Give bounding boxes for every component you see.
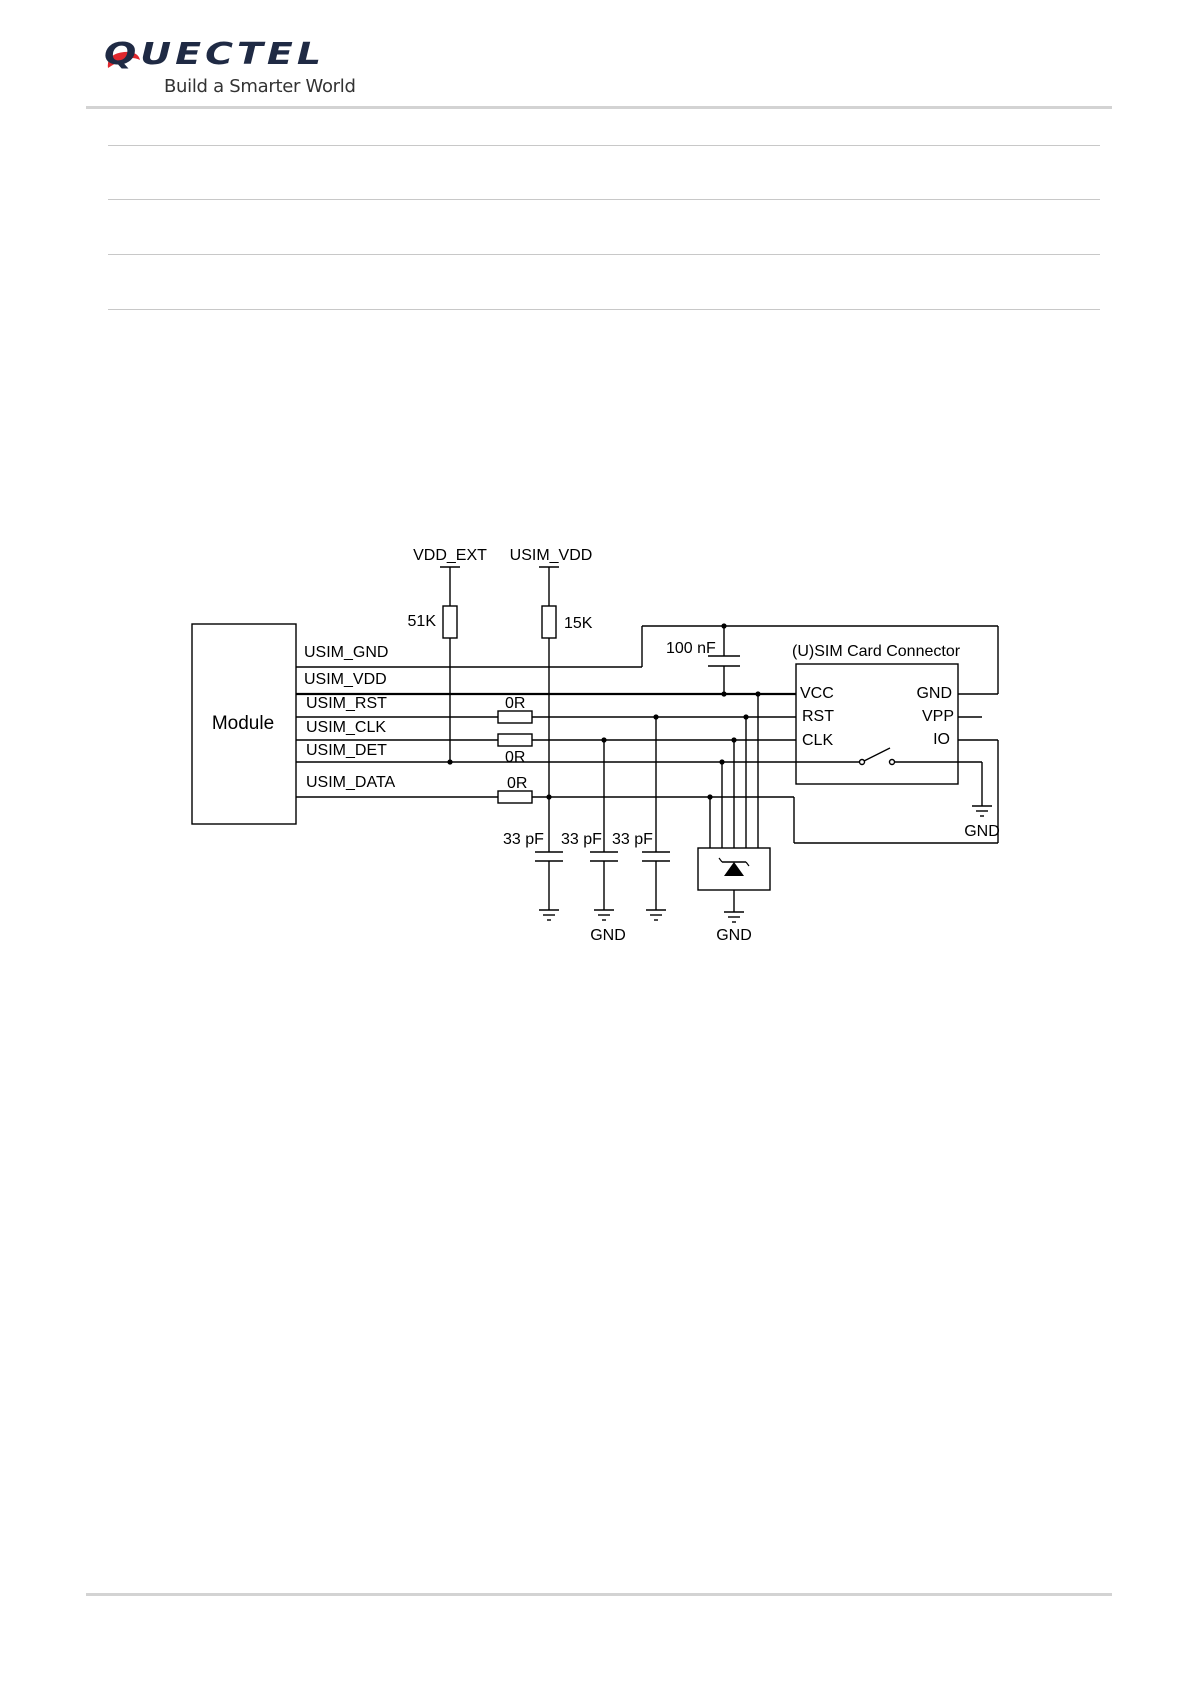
pin-io-label: IO: [933, 731, 950, 748]
pin-usim-det-label: USIM_DET: [306, 742, 387, 759]
footer-divider: [86, 1593, 1112, 1596]
gnd-label-caps: GND: [590, 927, 626, 944]
logo-wordmark: QUECTEL: [104, 36, 326, 72]
resistor-rst-0r: [498, 711, 532, 723]
r-data-label: 0R: [507, 775, 528, 792]
r-51k-label: 51K: [407, 613, 436, 630]
pin-vpp-label: VPP: [921, 708, 954, 725]
pin-usim-gnd-label: USIM_GND: [304, 644, 389, 661]
connector-label: (U)SIM Card Connector: [792, 643, 961, 660]
resistor-clk-0r: [498, 734, 532, 746]
resistor-data-0r: [498, 791, 532, 803]
supply-vdd-ext-label: VDD_EXT: [413, 547, 487, 564]
cap-33pf-2-label: 33 pF: [561, 831, 602, 848]
pin-usim-rst-label: USIM_RST: [306, 695, 387, 712]
cap-33pf-1-label: 33 pF: [503, 831, 544, 848]
pin-vcc-label: VCC: [800, 685, 834, 702]
pin-rst-label: RST: [802, 708, 834, 725]
gnd-label-tvs: GND: [716, 927, 752, 944]
pin-gnd-label: GND: [916, 685, 952, 702]
pin-usim-clk-label: USIM_CLK: [306, 719, 387, 736]
r-clk-label: 0R: [505, 749, 526, 766]
r-rst-label: 0R: [505, 695, 526, 712]
logo-tagline: Build a Smarter World: [164, 76, 356, 97]
cap-100nf-label: 100 nF: [666, 640, 716, 657]
gnd-label-switch: GND: [964, 823, 1000, 840]
cap-33pf-3-label: 33 pF: [612, 831, 653, 848]
pin-usim-vdd-label: USIM_VDD: [304, 671, 387, 688]
pin-clk-label: CLK: [802, 732, 834, 749]
supply-usim-vdd-label: USIM_VDD: [509, 547, 593, 564]
r-15k-label: 15K: [564, 615, 593, 632]
module-label: Module: [211, 713, 275, 734]
tvs-diode-icon: [719, 858, 749, 876]
pin-usim-data-label: USIM_DATA: [306, 774, 396, 791]
resistor-15k: [542, 606, 556, 638]
resistor-51k: [443, 606, 457, 638]
